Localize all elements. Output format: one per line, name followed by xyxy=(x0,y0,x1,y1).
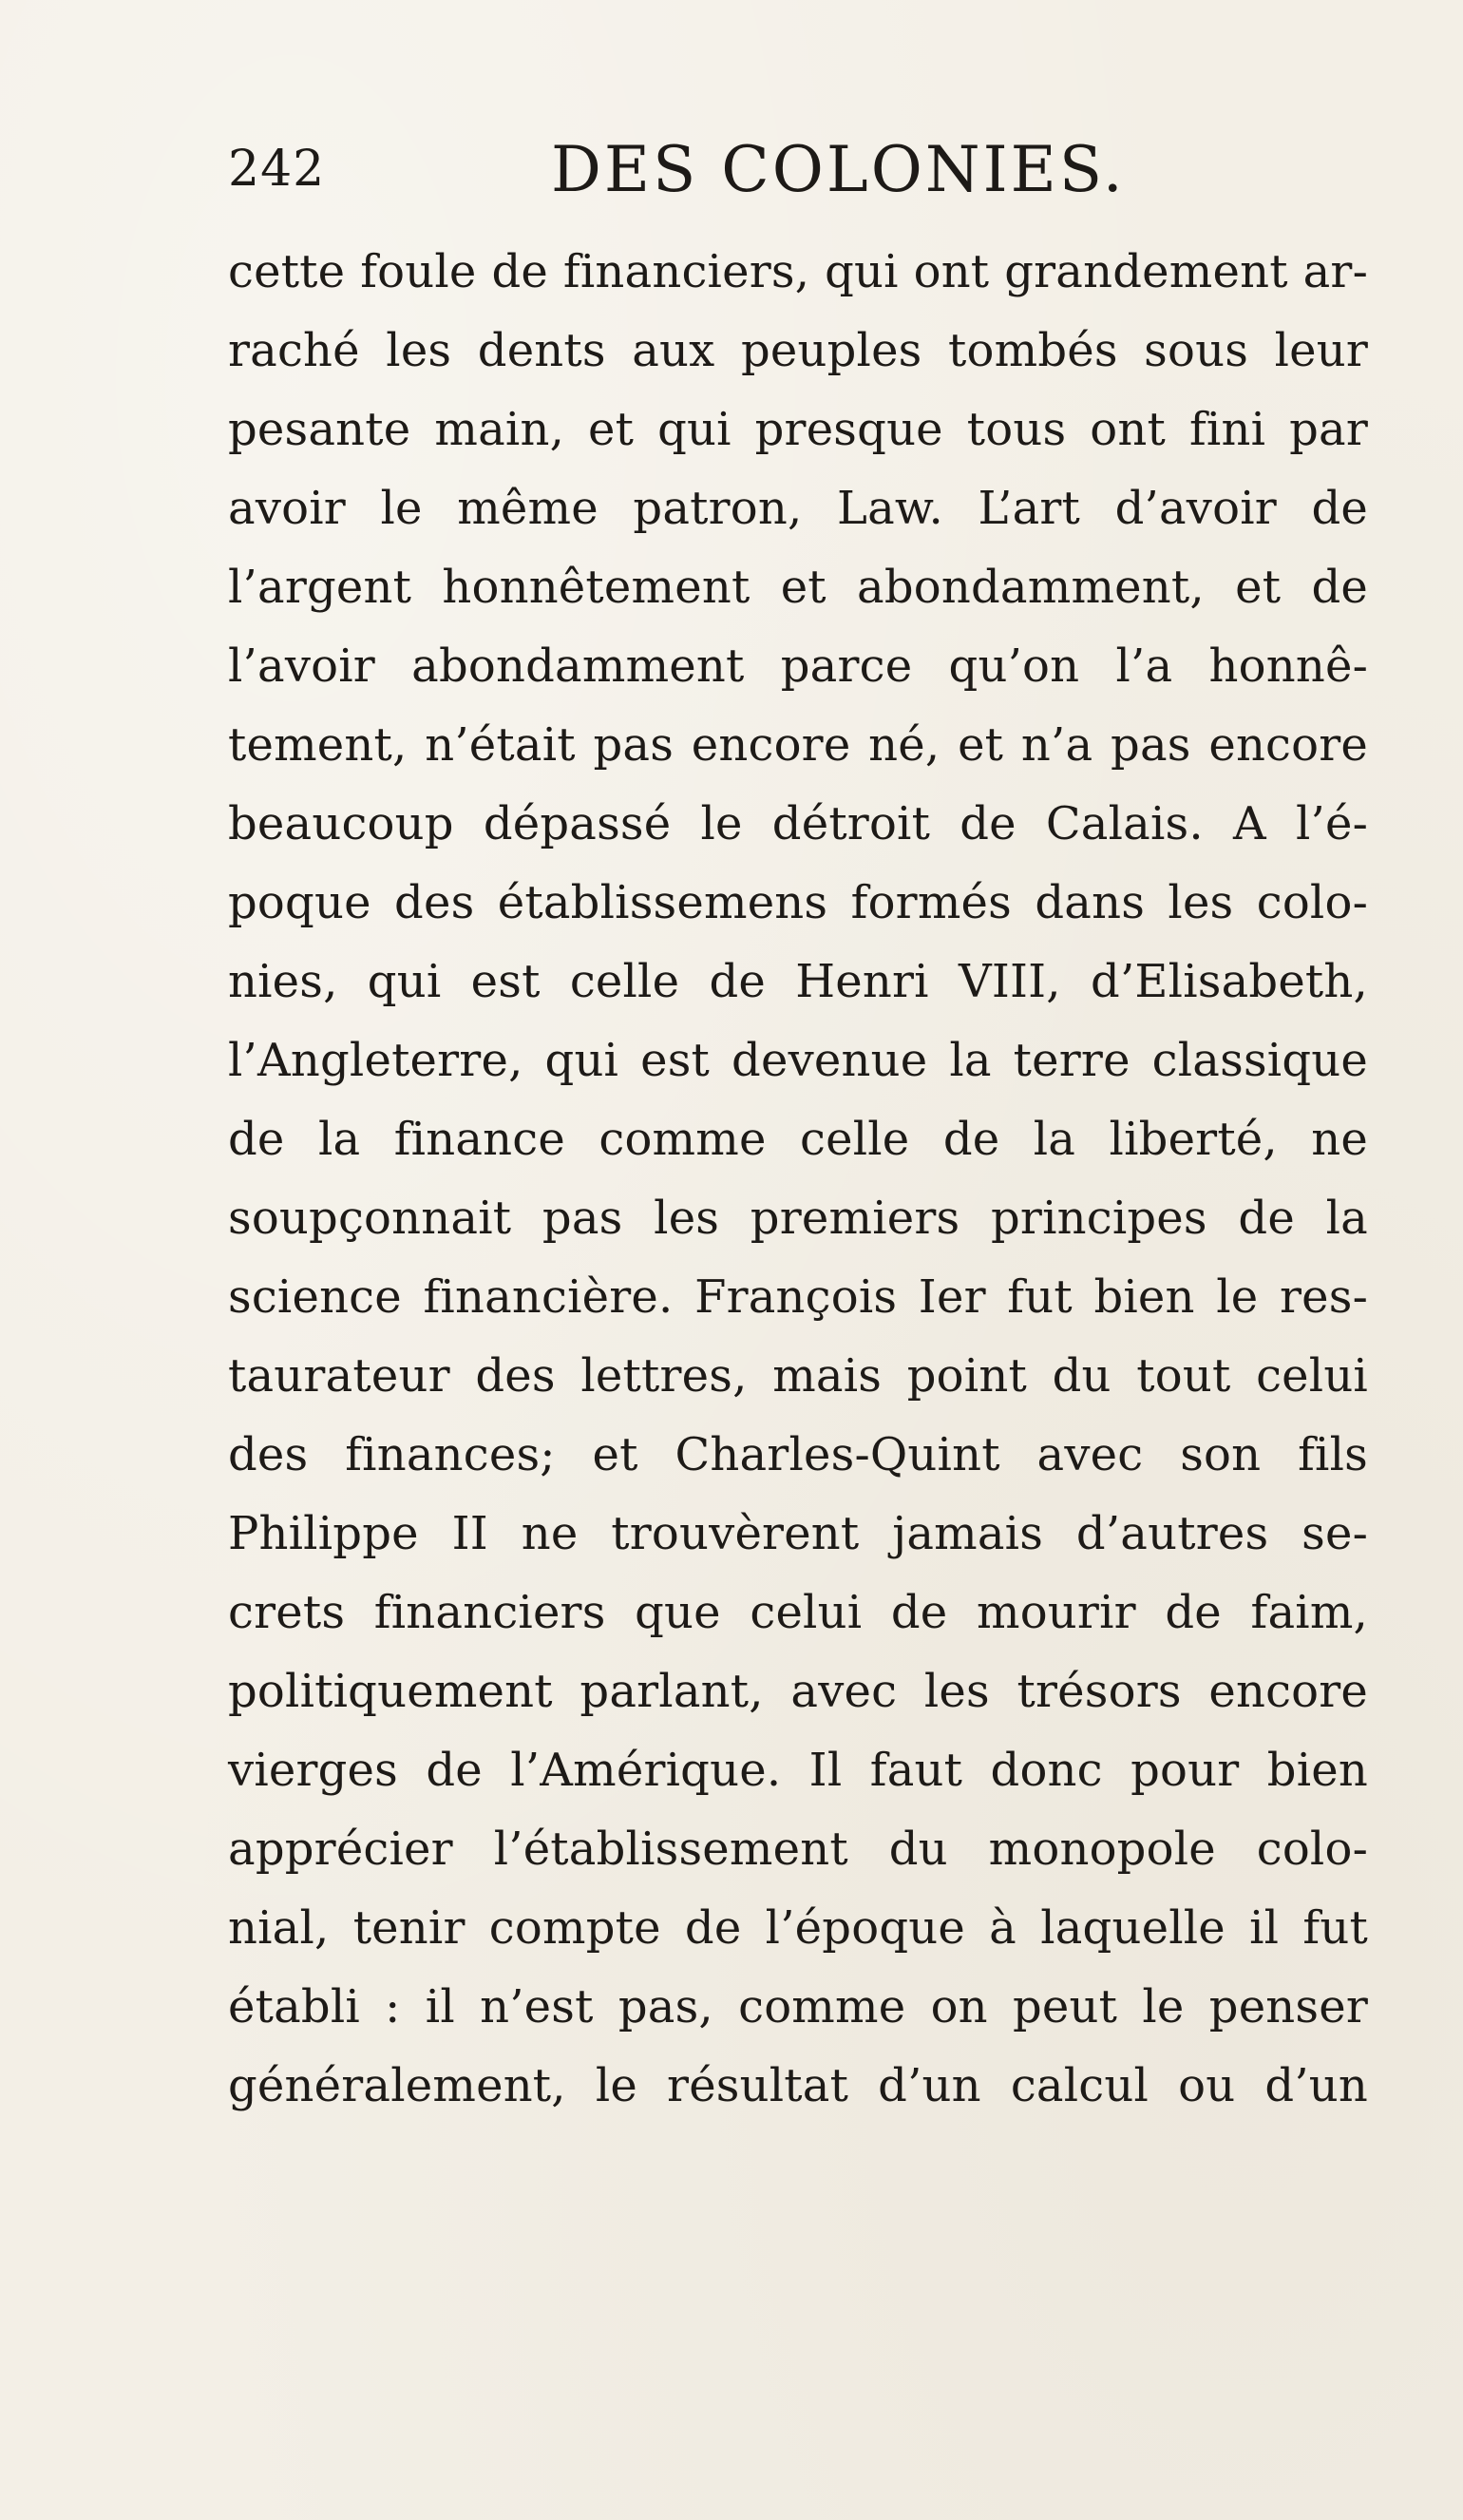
text-line: science financière. François Ier fut bien le res- xyxy=(228,1270,1368,1324)
text-line: généralement, le résultat d’un calcul ou d’un xyxy=(228,2059,1368,2112)
text-line: avoir le même patron, Law. L’art d’avoir de xyxy=(228,482,1368,535)
text-line: des finances; et Charles-Quint avec son fils xyxy=(228,1428,1368,1481)
text-line: nies, qui est celle de Henri VIII, d’Elisabeth, xyxy=(228,955,1368,1008)
text-line: raché les dents aux peuples tombés sous leur xyxy=(228,324,1368,377)
text-line: de la finance comme celle de la liberté, ne xyxy=(228,1113,1368,1166)
text-line: crets financiers que celui de mourir de faim, xyxy=(228,1586,1368,1639)
text-line: l’Angleterre, qui est devenue la terre classique xyxy=(228,1034,1368,1087)
text-line: l’argent honnêtement et abondamment, et de xyxy=(228,561,1368,614)
body-text xyxy=(228,233,1368,2126)
text-line: soupçonnait pas les premiers principes de la xyxy=(228,1192,1368,1245)
text-line: Philippe II ne trouvèrent jamais d’autres se- xyxy=(228,1507,1368,1560)
text-line: poque des établissemens formés dans les colo- xyxy=(228,876,1368,929)
text-line: tement, n’était pas encore né, et n’a pas encore xyxy=(228,718,1368,772)
text-line: taurateur des lettres, mais point du tout celui xyxy=(228,1349,1368,1403)
text-line: pesante main, et qui presque tous ont fini par xyxy=(228,403,1368,456)
text-line: nial, tenir compte de l’époque à laquelle il fut xyxy=(228,1901,1368,1955)
page-header xyxy=(228,133,1349,219)
text-line: l’avoir abondamment parce qu’on l’a honnê- xyxy=(228,640,1368,693)
text-line: établi : il n’est pas, comme on peut le penser xyxy=(228,1980,1368,2033)
text-line: vierges de l’Amérique. Il faut donc pour bien xyxy=(228,1744,1368,1797)
text-line: cette foule de financiers, qui ont grandement ar- xyxy=(228,245,1368,298)
text-line: beaucoup dépassé le détroit de Calais. A l’é- xyxy=(228,797,1368,850)
text-line: politiquement parlant, avec les trésors encore xyxy=(228,1665,1368,1718)
running-title: DES COLONIES. xyxy=(551,133,1126,206)
text-line: apprécier l’établissement du monopole colo- xyxy=(228,1823,1368,1876)
page-number: 242 xyxy=(228,141,326,198)
